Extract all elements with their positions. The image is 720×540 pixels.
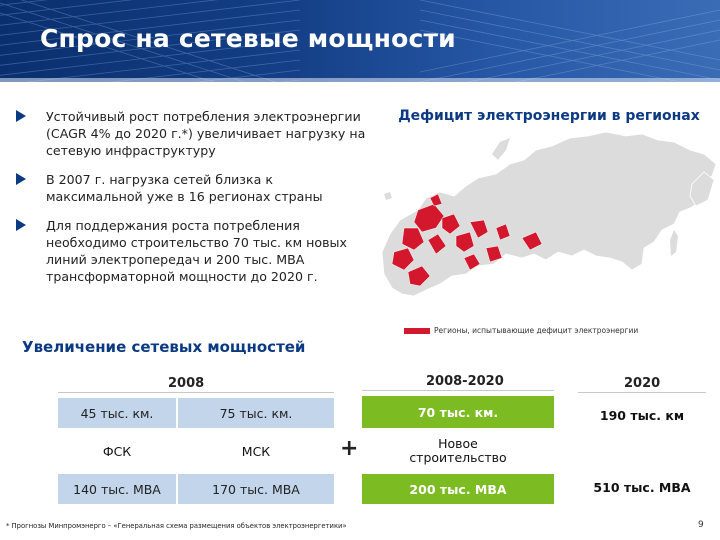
map-sakhalin [670, 230, 678, 256]
bullet-list [16, 108, 368, 297]
bullet-text: Устойчивый рост потребления электроэнергии (CAGR 4% до 2020 г.*) увеличивает нагрузку на сетевую инфраструктуру [46, 109, 366, 158]
msk-capacity-cell: 170 тыс. МВА [178, 474, 334, 504]
map-title: Дефицит электроэнергии в регионах [398, 108, 700, 124]
page-title: Спрос на сетевые мощности [40, 24, 456, 53]
legend-label: Регионы, испытывающие дефицит электроэнергии [434, 326, 639, 335]
msk-length-cell: 75 тыс. км. [178, 398, 334, 428]
map-kaliningrad [384, 192, 392, 200]
map-novaya-zemlya [492, 138, 510, 160]
map-legend [404, 326, 638, 335]
fsk-length-cell: 45 тыс. км. [58, 398, 176, 428]
footnote: * Прогнозы Минпромэнерго – «Генеральная схема размещения объектов электроэнергетики» [6, 522, 347, 530]
new-length-cell: 70 тыс. км. [362, 396, 554, 428]
triangle-bullet-icon [16, 110, 26, 122]
column-header-2008-2020: 2008-2020 [426, 374, 504, 389]
legend-swatch [404, 328, 430, 334]
bullet-item [16, 108, 368, 159]
column-header-2008: 2008 [168, 376, 205, 391]
header-divider [58, 392, 334, 393]
header-banner [0, 0, 720, 82]
header-divider [362, 390, 554, 391]
fsk-label: ФСК [58, 436, 176, 466]
total-capacity-cell: 510 тыс. МВА [578, 472, 706, 502]
new-capacity-cell: 200 тыс. МВА [362, 474, 554, 504]
total-length-cell: 190 тыс. км [578, 400, 706, 430]
column-header-2020: 2020 [624, 376, 661, 391]
fsk-capacity-cell: 140 тыс. МВА [58, 474, 176, 504]
bullet-item [16, 171, 368, 205]
section-title: Увеличение сетевых мощностей [22, 338, 306, 356]
plus-sign: + [340, 436, 359, 461]
triangle-bullet-icon [16, 173, 26, 185]
page-number: 9 [698, 520, 704, 530]
header-divider [578, 392, 706, 393]
russia-deficit-map [374, 124, 720, 324]
bullet-item [16, 217, 368, 285]
new-construction-label: Новое строительство [392, 432, 524, 470]
msk-label: МСК [178, 436, 334, 466]
triangle-bullet-icon [16, 219, 26, 231]
bullet-text: В 2007 г. нагрузка сетей близка к максимальной уже в 16 регионах страны [46, 172, 323, 204]
bullet-text: Для поддержания роста потребления необходимо строительство 70 тыс. км новых линий электропередач и 200 тыс. МВА трансформаторной мощности до 2020 г. [46, 218, 347, 284]
